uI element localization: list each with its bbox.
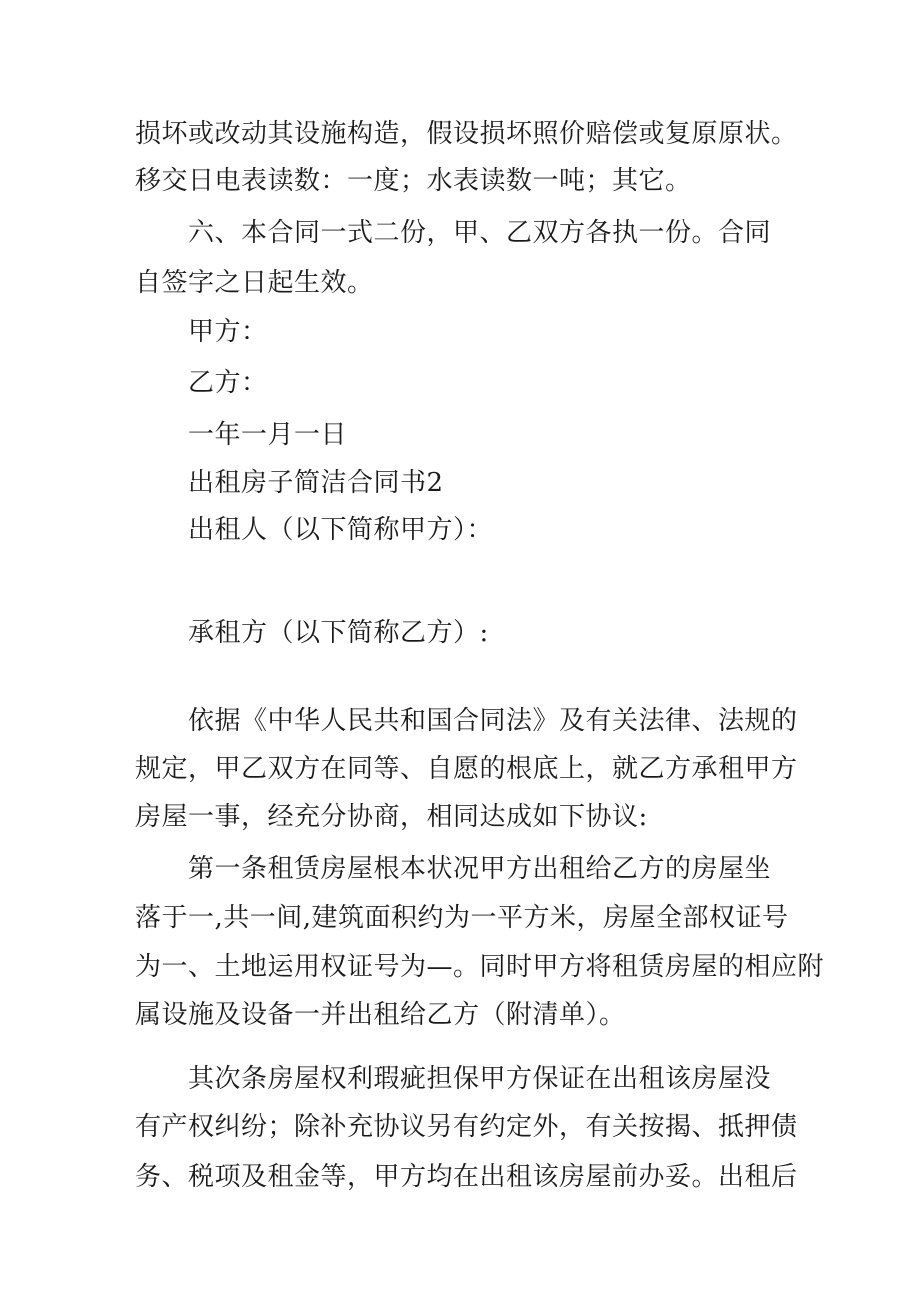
text-line: 移交日电表读数：一度；水表读数一吨；其它。 [135, 166, 692, 196]
text-line: 属设施及设备一并出租给乙方（附清单）。 [135, 1000, 626, 1030]
signature-date: 一年一月一日 [188, 420, 348, 450]
clause-2-heading: 其次条房屋权利瑕疵担保甲方保证在出租该房屋没 [188, 1064, 772, 1094]
signature-party-a: 甲方： [188, 317, 268, 347]
text-line: 为一、土地运用权证号为—。同时甲方将租赁房屋的相应附 [135, 952, 825, 982]
text-line: 房屋一事，经充分协商，相同达成如下协议: [135, 802, 648, 832]
text-line: 规定，甲乙双方在同等、自愿的根底上，就乙方承租甲方 [135, 754, 798, 784]
lessee-line: 承租方（以下简称乙方）: [188, 618, 489, 648]
text-line: 自签字之日起生效。 [135, 268, 374, 298]
text-line: 依据《中华人民共和国合同法》及有关法律、法规的 [188, 706, 798, 736]
signature-party-b: 乙方： [188, 368, 268, 398]
text-line: 有产权纠纷；除补充协议另有约定外，有关按揭、抵押债 [135, 1112, 798, 1142]
lessor-line: 出租人（以下简称甲方）： [188, 515, 494, 545]
text-line: 损坏或改动其设施构造，假设损坏照价赔偿或复原原状。 [135, 119, 798, 149]
text-line: 六、本合同一式二份，甲、乙双方各执一份。合同 [188, 218, 772, 248]
text-line: 务、税项及租金等，甲方均在出租该房屋前办妥。出租后 [135, 1162, 798, 1192]
document-title: 出租房子简洁合同书2 [188, 468, 444, 498]
clause-1-heading: 第一条租赁房屋根本状况甲方出租给乙方的房屋坐 [188, 854, 772, 884]
text-line: 落于一,共一间,建筑面积约为一平方米，房屋全部权证号 [135, 903, 789, 933]
